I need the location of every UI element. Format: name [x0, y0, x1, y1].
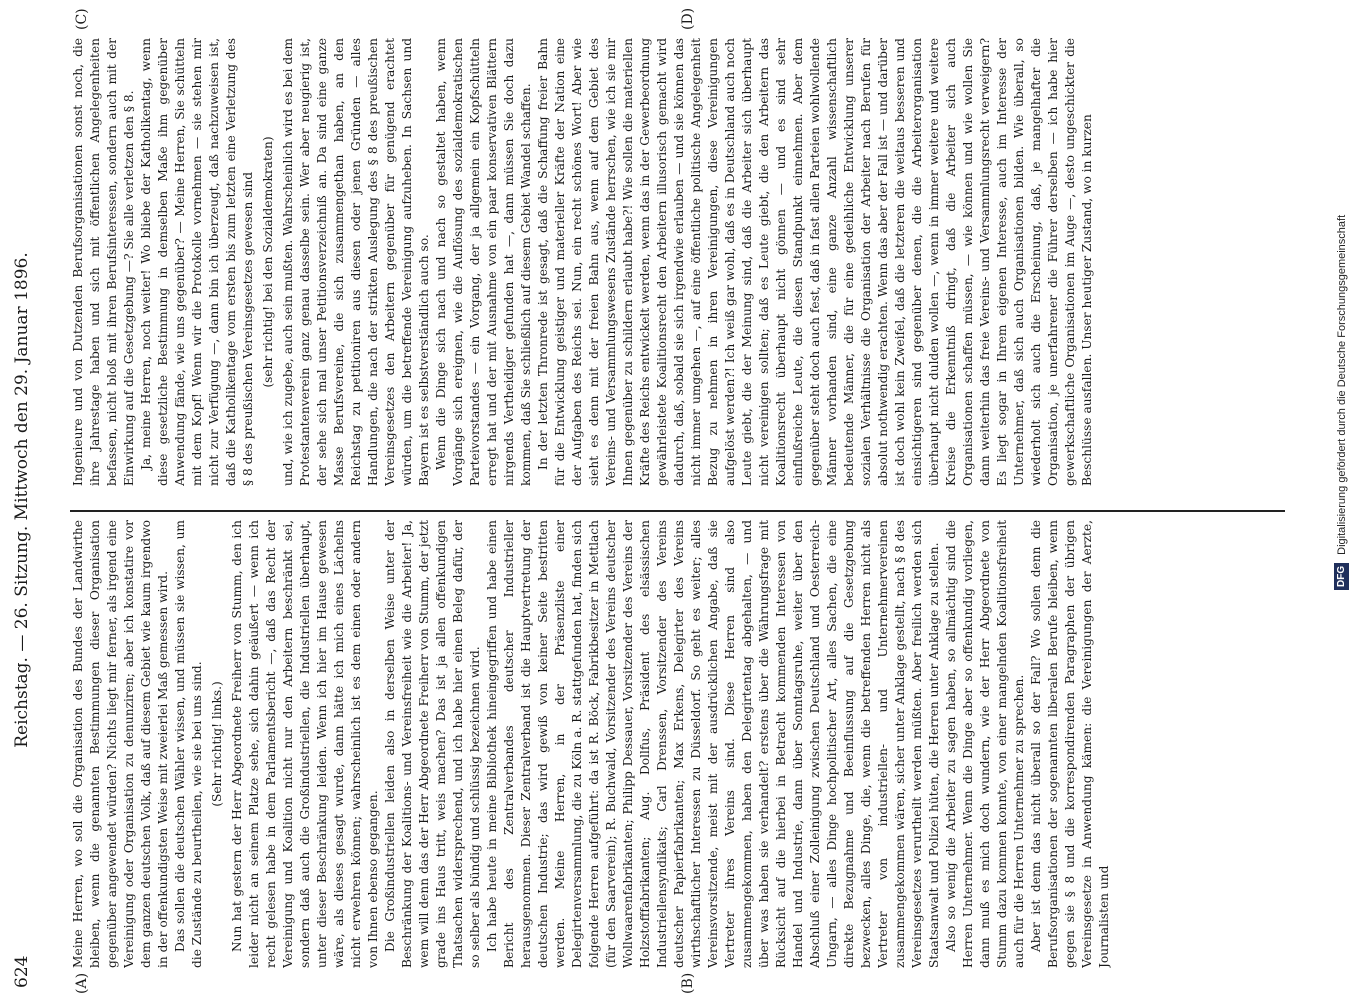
paragraph: Ja, meine Herren, noch weiter! Wo bliebe der Katholikentag, wenn diese gesetzliche Bestimmung in demselben Maße ihm gegenüber Anwendung fände, wie uns gegenüber? — Meine Herren, Sie schütteln mit dem Kopf! Wenn wir die Protokolle vornehmen — sie stehen mir nicht zur Verfügung —, dann bin ich überzeugt, daß nachzuweisen ist, daß die Katholikentage vom ersten bis zum letzten eine Verletzung des § 8 des preußischen Vereinsgesetzes gewesen sind	[139, 38, 255, 486]
paragraph: Aber ist denn das nicht überall so der Fall? Wo sollen denn die Berufsorganisationen der sogenannten liberalen Berufe bleiben, wenn gegen sie § 8 und die korrespondirenden Paragraphen der übrigen Vereinsgesetze in Anwendung kämen: die Vereinigungen der Aerzte, Journalisten und	[1029, 520, 1111, 968]
paragraph: Wenn die Dinge sich nach und nach so gestaltet haben, wenn Vorgänge sich ereignen, wie die Auflösung des sozialdemokratischen Parteivorstandes — ein Vorgang, der ja allgemein ein Kopfschütteln erregt hat und der mit Ausnahme von ein paar konservativen Blättern nirgends Vertheidiger gefunden hat —, dann müssen Sie doch dazu kommen, daß Sie schließlich auf diesem Gebiet Wandel schaffen.	[434, 38, 533, 486]
paragraph: Meine Herren, wo soll die Organisation des Bundes der Landwirthe bleiben, wenn die genannten Bestimmungen dieser Organisation gegenüber angewendet würden? Nichts liegt mir ferner, als irgend eine Vereinigung oder Organisation zu denunziren; aber ich konstatire vor dem ganzen deutschen Volk, daß auf diesem Gebiet wie kaum irgendwo in der offenkundigsten Weise mit zweierlei Maß gemessen wird.	[71, 520, 170, 968]
paragraph: In der letzten Thronrede ist gesagt, daß die Schaffung freier Bahn für die Entwicklung geistiger und materieller Kräfte der Nation eine der Aufgaben des Reichs sei. Nun, ein recht schönes Wort! Aber wie sieht es denn mit der freien Bahn aus, wenn auf dem Gebiet des Vereins- und Versammlungswesens Zustände herrschen, wie ich sie mir Ihnen gegenüber zu schildern erlaubt habe?! Wie sollen die materiellen Kräfte des Reichs entwickelt werden, wenn das in der Gewerbeordnung gewährleistete Koalitionsrecht den Arbeitern illusorisch gemacht wird dadurch, daß, sobald sie sich irgendwie erlauben — und sie können das nicht immer umgehen —, auf eine öffentliche politische Angelegenheit Bezug zu nehmen in ihren Vereinigungen, diese Vereinigungen aufgelöst werden?! Ich weiß gar wohl, daß es in Deutschland auch noch Leute giebt, die der Meinung sind, daß die Arbeiter sich überhaupt nicht vereinigen sollten; daß es Leute giebt, die den Arbeitern das Koalitionsrecht überhaupt nicht gönnen — und es sind sehr einflußreiche Leute, die diesen Standpunkt einnehmen. Aber dem gegenüber steht doch auch fest, daß in fast allen Parteien wohlwollende Männer vorhanden sind, eine ganze Anzahl wissenschaftlich bedeutende Männer, die für eine gedeihliche Entwicklung unserer sozialen Verhältnisse die Organisation der Arbeiter nach Berufen für absolut nothwendig erachten. Wenn das aber der Fall ist — und darüber ist doch wohl kein Zweifel, daß die letzteren die weitaus besseren und einsichtigeren sind gegenüber denen, die die Arbeiterorganisation überhaupt nicht dulden wollen —, wenn in immer weitere und weitere Kreise die Erkenntniß dringt, daß die Arbeiter sich auch Organisationen schaffen müssen, — wie können und wie wollen Sie dann weiterhin das freie Vereins- und Versammlungsrecht verweigern? Es liegt sogar in Ihrem eigenen Interesse, auch im Interesse der Unternehmer, daß sich auch Organisationen bilden. Wie überall, so wiederholt sich auch die Erscheinung, daß, je mangelhafter die Organisation, je unerfahrener die Führer derselben — ich habe hier gewerkschaftliche Organisationen im Auge —, desto ungeschickter die Beschlüsse ausfallen. Unser heutiger Zustand, wo in kurzen	[536, 38, 1094, 486]
page-number: 624	[12, 955, 32, 988]
right-text-column	[70, 38, 1285, 486]
paragraph: Ich habe heute in meine Bibliothek hineingegriffen und habe einen Bericht des Zentralverbandes deutscher Industrieller herausgenommen. Dieser Zentralverband ist die Hauptvertretung der deutschen Industrie; das wird gewiß von keiner Seite bestritten werden. Meine Herren, in der Präsenzliste einer Delegirtenversammlung, die zu Köln a. R. stattgefunden hat, finden sich folgende Herren aufgeführt: da ist R. Böck, Fabrikbesitzer in Mettlach (für den Saarverein); R. Buchwald, Vorsitzender des Vereins deutscher Wollwaarenfabrikanten; Philipp Dessauer, Vorsitzender des Vereins der Holzstofffabrikanten; Aug. Dollfus, Präsident des elsässischen Industriellensyndikats; Carl Drenssen, Vorsitzender des Vereins deutscher Papierfabrikanten; Max Erkens, Delegirter des Vereins wirthschaftlicher Interessen zu Düsseldorf. So geht es weiter; alles Vereinsvorsitzende, meist mit der ausdrücklichen Angabe, daß sie Vertreter ihres Vereins sind. Diese Herren sind also zusammengekommen, haben den Delegirtentag abgehalten, — und über was haben sie verhandelt? erstens über die Währungsfrage mit Rücksicht auf die hierbei in Betracht kommenden Interessen von Handel und Industrie, dann über Sonntagsruhe, weiter über den Abschluß einer Zolleinigung zwischen Deutschland und Oesterreich-Ungarn, — alles Dinge hochpolitischer Art, alles Sachen, die eine direkte Bezugnahme und Beeinflussung auf die Gesetzgebung bezwecken, alles Dinge, die, wenn die betreffenden Herren nicht als Vertreter von industriellen- und Unternehmervereinen zusammengekommen wären, sicher unter Anklage gestellt, nach § 8 des Vereinsgesetzes verurtheilt werden müßten. Aber freilich werden sich Staatsanwalt und Polizei hüten, die Herren unter Anklage zu stellen.	[485, 520, 941, 968]
digitization-credit	[1334, 30, 1349, 590]
paragraph: Also so wenig die Arbeiter zu sagen haben, so allmächtig sind die Herren Unternehmer. Wenn die Dinge aber so offenkundig vorliegen, dann muß es mich doch wundern, wie der Herr Abgeordnete von Stumm dazu kommen konnte, von einer mangelnden Koalitionsfreiheit auch für die Herren Unternehmer zu sprechen.	[944, 520, 1026, 968]
digitization-text: Digitalisierung gefördert durch die Deutsche Forschungsgemeinschaft	[1336, 214, 1348, 555]
left-text-column	[70, 520, 1285, 968]
interjection: (Sehr richtig! links.)	[210, 681, 224, 807]
running-title: Reichstag. — 26. Sitzung. Mittwoch den 29. Januar 1896.	[12, 252, 32, 748]
margin-mark-b: (B)	[680, 972, 696, 994]
paragraph: und, wie ich zugebe, auch sein mußten. Wahrscheinlich wird es bei dem Protestantenverein ganz genau dasselbe sein. Wer aber neugierig ist, der sehe sich mal unser Petitionsverzeichniß an. Da sind eine ganze Masse Berufsvereine, die sich zusammengethan haben, an den Reichstag zu petitioniren aus diesen oder jenen Gründen — alles Handlungen, die nach der strikten Auslegung des § 8 des preußischen Vereinsgesetzes den Arbeitern gegenüber für genügend erachtet würden, um die betreffende Vereinigung aufzuheben. In Sachsen und Bayern ist es selbstverständlich auch so.	[281, 38, 431, 486]
dfg-logo: DFG	[1334, 563, 1349, 590]
paragraph: Die Großindustriellen leiden also in derselben Weise unter der Beschränkung der Koalitions- und Vereinsfreiheit wie die Arbeiter! Ja, wem will denn das der Herr Abgeordnete Freiherr von Stumm, der jetzt grade ins Haus tritt, weis machen? Das ist ja allen offenkundigen Thatsachen widersprechend, und ich habe hier einen Beleg dafür, der so selber als bündig und schlüssig bezeichnen wird.	[383, 520, 482, 968]
column-divider	[70, 510, 1285, 512]
margin-mark-c: (C)	[74, 8, 90, 30]
margin-mark-d: (D)	[680, 7, 696, 30]
paragraph: Nun hat gestern der Herr Abgeordnete Freiherr von Stumm, den ich leider nicht an seinem Platze sehe, sich dahin geäußert — wenn ich recht gelesen habe in dem Parlamentsbericht —, daß das Recht der Vereinigung und Koalition nicht nur den Arbeitern beschränkt sei, sondern daß auch die Großindustriellen, die Industriellen überhaupt, unter dieser Beschränkung leiden. Wenn ich hier im Hause gewesen wäre, als dieses gesagt wurde, dann hätte ich mich eines Lächelns nicht erwehren können; wahrscheinlich ist es dem einen oder andern von Ihnen ebenso gegangen.	[230, 520, 380, 968]
page-header	[0, 0, 50, 1000]
paragraph: Das sollen die deutschen Wähler wissen, und müssen sie wissen, um die Zustände zu beurtheilen, wie sie bei uns sind.	[173, 520, 204, 968]
margin-mark-a: (A)	[74, 972, 90, 994]
interjection: (sehr richtig! bei den Sozialdemokraten)	[261, 136, 275, 388]
paragraph: Ingenieure und von Dutzenden Berufsorganisationen sonst noch, die ihre Jahrestage haben und sich mit öffentlichen Angelegenheiten befassen, nicht bloß mit ihren Berufsinteressen, sondern auch mit der Einwirkung auf die Gesetzgebung —? Sie alle verletzen den § 8.	[71, 38, 136, 486]
